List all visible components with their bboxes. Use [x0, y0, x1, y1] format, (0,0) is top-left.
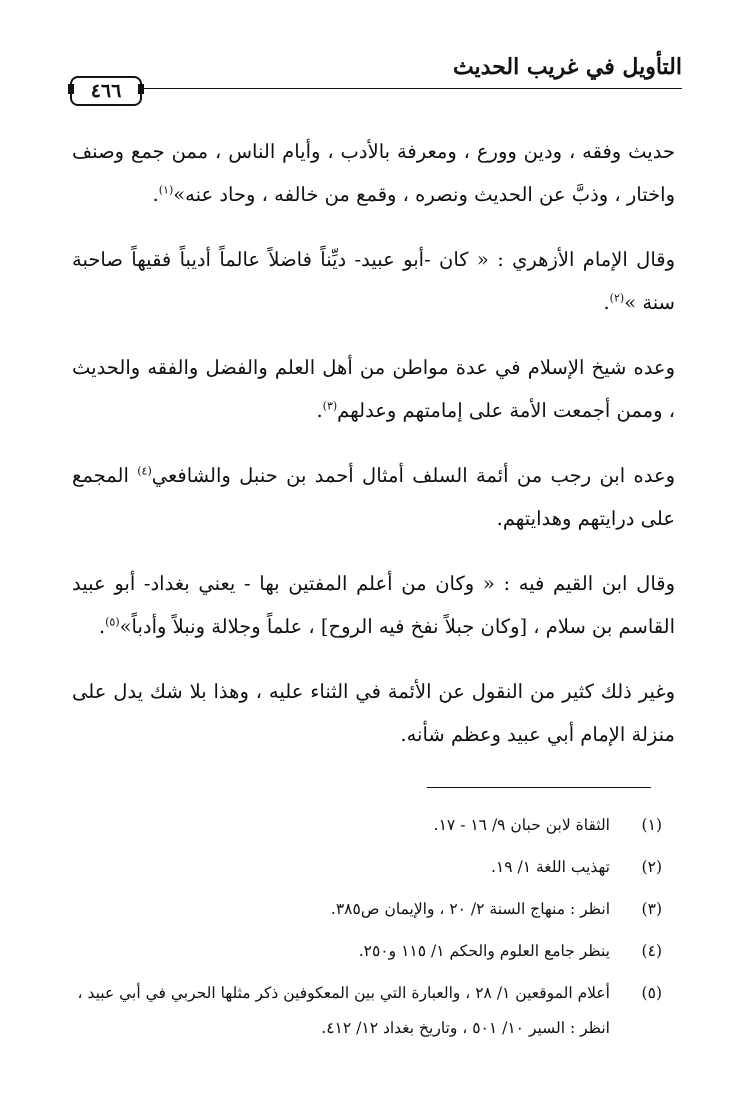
footnote-text: تهذيب اللغة ١/ ١٩.: [490, 858, 610, 876]
footnote: [72, 934, 662, 969]
footnote-ref: (٤): [137, 464, 152, 478]
footnote-ref: (٢): [609, 291, 625, 305]
footnote: [72, 892, 662, 927]
footnote-ref: (٥): [105, 615, 120, 629]
paragraph: وعده شيخ الإسلام في عدة مواطن من أهل العلم والفضل والفقه والحديث ، وممن أجمعت الأمة على إمامتهم وعدلهم$^{(٣)}$.: [72, 356, 675, 422]
footnote-text: أعلام الموقعين ١/ ٢٨ ، والعبارة التي بين المعكوفين ذكر مثلها الحربي في أبي عبيد ، انظر : السير ١٠/ ٥٠١ ، وتاريخ بغداد ١٢/ ٤١٢.: [77, 984, 610, 1037]
footnote-ref: (١): [158, 183, 174, 197]
footnote-text: انظر : منهاج السنة ٢/ ٢٠ ، والإيمان ص٣٨٥.: [330, 900, 610, 918]
paragraph: وغير ذلك كثير من النقول عن الأئمة في الثناء عليه ، وهذا بلا شك يدل على منزلة الإمام أبي عبيد وعظم شأنه.: [72, 680, 675, 746]
main-text: [72, 130, 675, 778]
footnote-separator: [427, 787, 651, 788]
footnote-number: (٢): [641, 858, 662, 876]
page-header: [70, 50, 682, 100]
footnote-number: (٤): [641, 942, 662, 960]
footnote: [72, 850, 662, 885]
paragraph: وقال ابن القيم فيه : « وكان من أعلم المفتين بها - يعني بغداد- أبو عبيد القاسم بن سلام ، [وكان جبلاً نفخ فيه الروح] ، علماً وجلالة ونبلاً وأدباً»$^{(٥)}$.: [72, 572, 675, 638]
running-title: التأويل في غريب الحديث: [452, 54, 682, 80]
footnote-ref: (٣): [322, 399, 338, 413]
footnote-text: الثقاة لابن حبان ٩/ ١٦ - ١٧.: [433, 816, 610, 834]
paragraph: وقال الإمام الأزهري : « كان -أبو عبيد- ديِّناً فاضلاً عالماً أديباً فقيهاً صاحبة سنة »$^{(٢)}$.: [72, 248, 675, 314]
footnote-number: (٥): [641, 984, 662, 1002]
footnote-number: (١): [641, 816, 662, 834]
footnote-text: ينظر جامع العلوم والحكم ١/ ١١٥ و٢٥٠.: [358, 942, 610, 960]
page-number: ٤٦٦: [70, 76, 142, 106]
paragraph: حديث وفقه ، ودين وورع ، ومعرفة بالأدب ، وأيام الناس ، ممن جمع وصنف واختار ، وذبَّ عن الحديث ونصره ، وقمع من خالفه ، وحاد عنه»$^{(١)}$.: [72, 140, 675, 206]
footnotes: [72, 808, 662, 1053]
paragraph: وعده ابن رجب من أئمة السلف أمثال أحمد بن حنبل والشافعي$^{(٤)}$ المجمع على درايتهم وهدايتهم.: [72, 464, 675, 530]
footnote-number: (٣): [641, 900, 662, 918]
header-rule: [140, 88, 682, 89]
footnote: [72, 808, 662, 843]
footnote: [72, 976, 662, 1046]
